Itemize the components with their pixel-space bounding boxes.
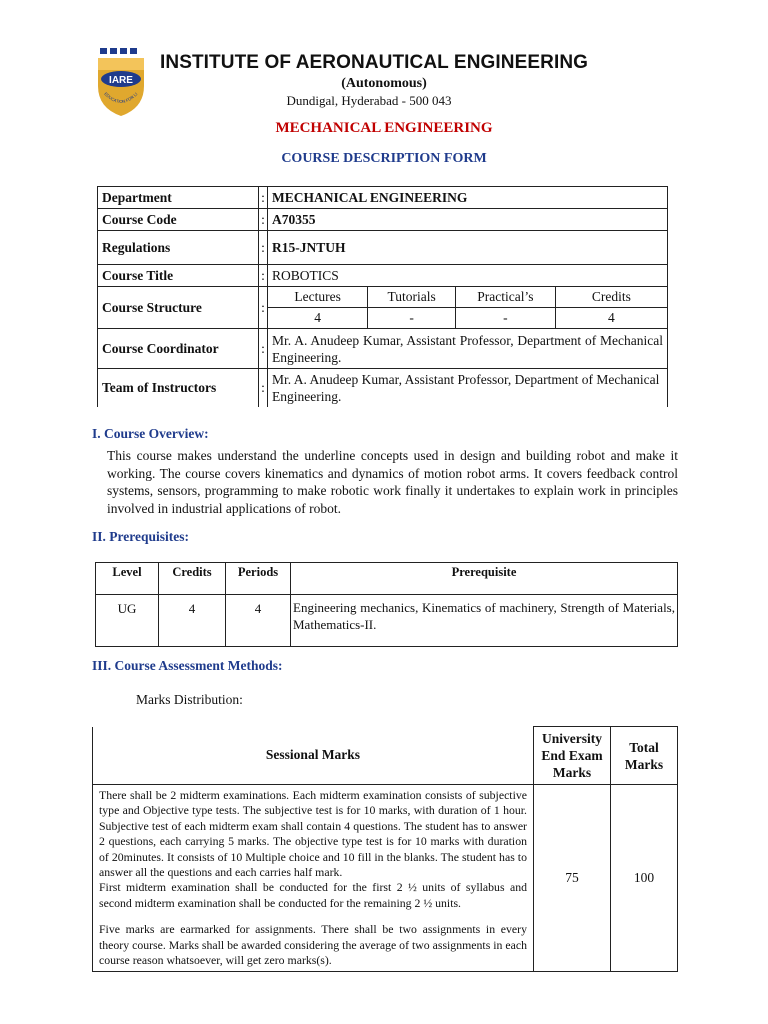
total-marks-cell: 100 <box>611 785 678 972</box>
info-value: Mr. A. Anudeep Kumar, Assistant Professor, Department of Mechanical Engineering. <box>268 329 668 369</box>
colon: : <box>259 287 268 329</box>
course-structure-cell <box>268 287 668 329</box>
table-row <box>98 231 668 265</box>
info-label: Course Coordinator <box>98 329 259 369</box>
department-heading: MECHANICAL ENGINEERING <box>275 120 493 136</box>
prerequisite-cell: Engineering mechanics, Kinematics of machinery, Strength of Materials, Mathematics-II. <box>291 595 678 647</box>
structure-header: Lectures <box>268 287 368 308</box>
info-value: A70355 <box>268 209 668 231</box>
assessment-heading: III. Course Assessment Methods: <box>92 658 283 673</box>
colon: : <box>259 265 268 287</box>
table-row <box>98 287 668 329</box>
course-structure-table <box>268 287 667 328</box>
marks-distribution-label: Marks Distribution: <box>136 692 243 707</box>
info-value: ROBOTICS <box>268 265 668 287</box>
structure-value: 4 <box>555 308 667 329</box>
prerequisites-heading: II. Prerequisites: <box>92 529 189 544</box>
column-header: Total Marks <box>611 727 678 785</box>
table-row <box>98 209 668 231</box>
structure-header: Credits <box>555 287 667 308</box>
end-exam-marks-cell: 75 <box>534 785 611 972</box>
table-row <box>96 595 678 647</box>
overview-heading: I. Course Overview: <box>92 426 209 441</box>
column-header: Credits <box>159 563 226 595</box>
column-header: Level <box>96 563 159 595</box>
column-header: University End Exam Marks <box>534 727 611 785</box>
sessional-text: First midterm examination shall be conducted for the first 2 ½ units of syllabus and second midterm examination shall be conducted for the remaining 2 ½ units. <box>99 880 527 910</box>
periods-cell: 4 <box>226 595 291 647</box>
sessional-text: Five marks are earmarked for assignments. There shall be two assignments in every theory course. Marks shall be awarded considering the average of two assignments in each course reason whatsoever, will get zero marks(s). <box>99 922 527 968</box>
table-row <box>98 265 668 287</box>
info-value: Mr. A. Anudeep Kumar, Assistant Professor, Department of Mechanical Engineering. <box>268 369 668 407</box>
sessional-text: There shall be 2 midterm examinations. Each midterm examination consists of subjective type and Objective type tests. The subjective test is for 10 marks, with duration of 1 hour. Subjective test of each midterm exam shall contain 4 questions. The student has to answer 2 questions, each carrying 5 marks. The objective type test is for 10 marks with duration of 20minutes. It consists of 10 Multiple choice and 10 fill in the blanks. The student has to answer all the questions and each carries half mark. <box>99 788 527 880</box>
logo-text: IARE <box>109 75 133 86</box>
table-row <box>93 727 678 785</box>
info-label: Course Title <box>98 265 259 287</box>
prerequisites-table <box>95 562 678 647</box>
table-row <box>98 187 668 209</box>
structure-header: Tutorials <box>368 287 456 308</box>
info-value: MECHANICAL ENGINEERING <box>268 187 668 209</box>
credits-cell: 4 <box>159 595 226 647</box>
table-row <box>268 287 667 308</box>
table-row <box>98 329 668 369</box>
marks-table <box>92 726 678 972</box>
autonomous-label: (Autonomous) <box>341 76 427 91</box>
logo-motto: EDUCATION FOR LI <box>103 91 139 105</box>
structure-value: 4 <box>268 308 368 329</box>
table-row <box>93 785 678 972</box>
column-header: Periods <box>226 563 291 595</box>
table-row <box>96 563 678 595</box>
info-label: Regulations <box>98 231 259 265</box>
column-header: Prerequisite <box>291 563 678 595</box>
info-label: Course Code <box>98 209 259 231</box>
overview-text: This course makes understand the underline concepts used in design and building robot and make it working. The course covers kinematics and dynamics of motion robot arms. It covers feedback control systems, sensors, programming to make robotic work finally it undertakes to explain work in principles involved in industrial applications of robot. <box>107 448 678 516</box>
table-row <box>98 369 668 407</box>
table-row <box>268 308 667 329</box>
level-cell: UG <box>96 595 159 647</box>
structure-value: - <box>456 308 556 329</box>
info-value: R15-JNTUH <box>268 231 668 265</box>
institute-address: Dundigal, Hyderabad - 500 043 <box>286 93 452 108</box>
colon: : <box>259 209 268 231</box>
form-heading: COURSE DESCRIPTION FORM <box>281 151 487 166</box>
info-label: Department <box>98 187 259 209</box>
colon: : <box>259 329 268 369</box>
info-label: Course Structure <box>98 287 259 329</box>
colon: : <box>259 231 268 265</box>
info-label: Team of Instructors <box>98 369 259 407</box>
course-info-table <box>97 186 668 407</box>
column-header: Sessional Marks <box>93 727 534 785</box>
structure-value: - <box>368 308 456 329</box>
institute-name: INSTITUTE OF AERONAUTICAL ENGINEERING <box>160 52 589 73</box>
colon: : <box>259 187 268 209</box>
sessional-marks-cell <box>93 785 534 972</box>
structure-header: Practical’s <box>456 287 556 308</box>
colon: : <box>259 369 268 407</box>
